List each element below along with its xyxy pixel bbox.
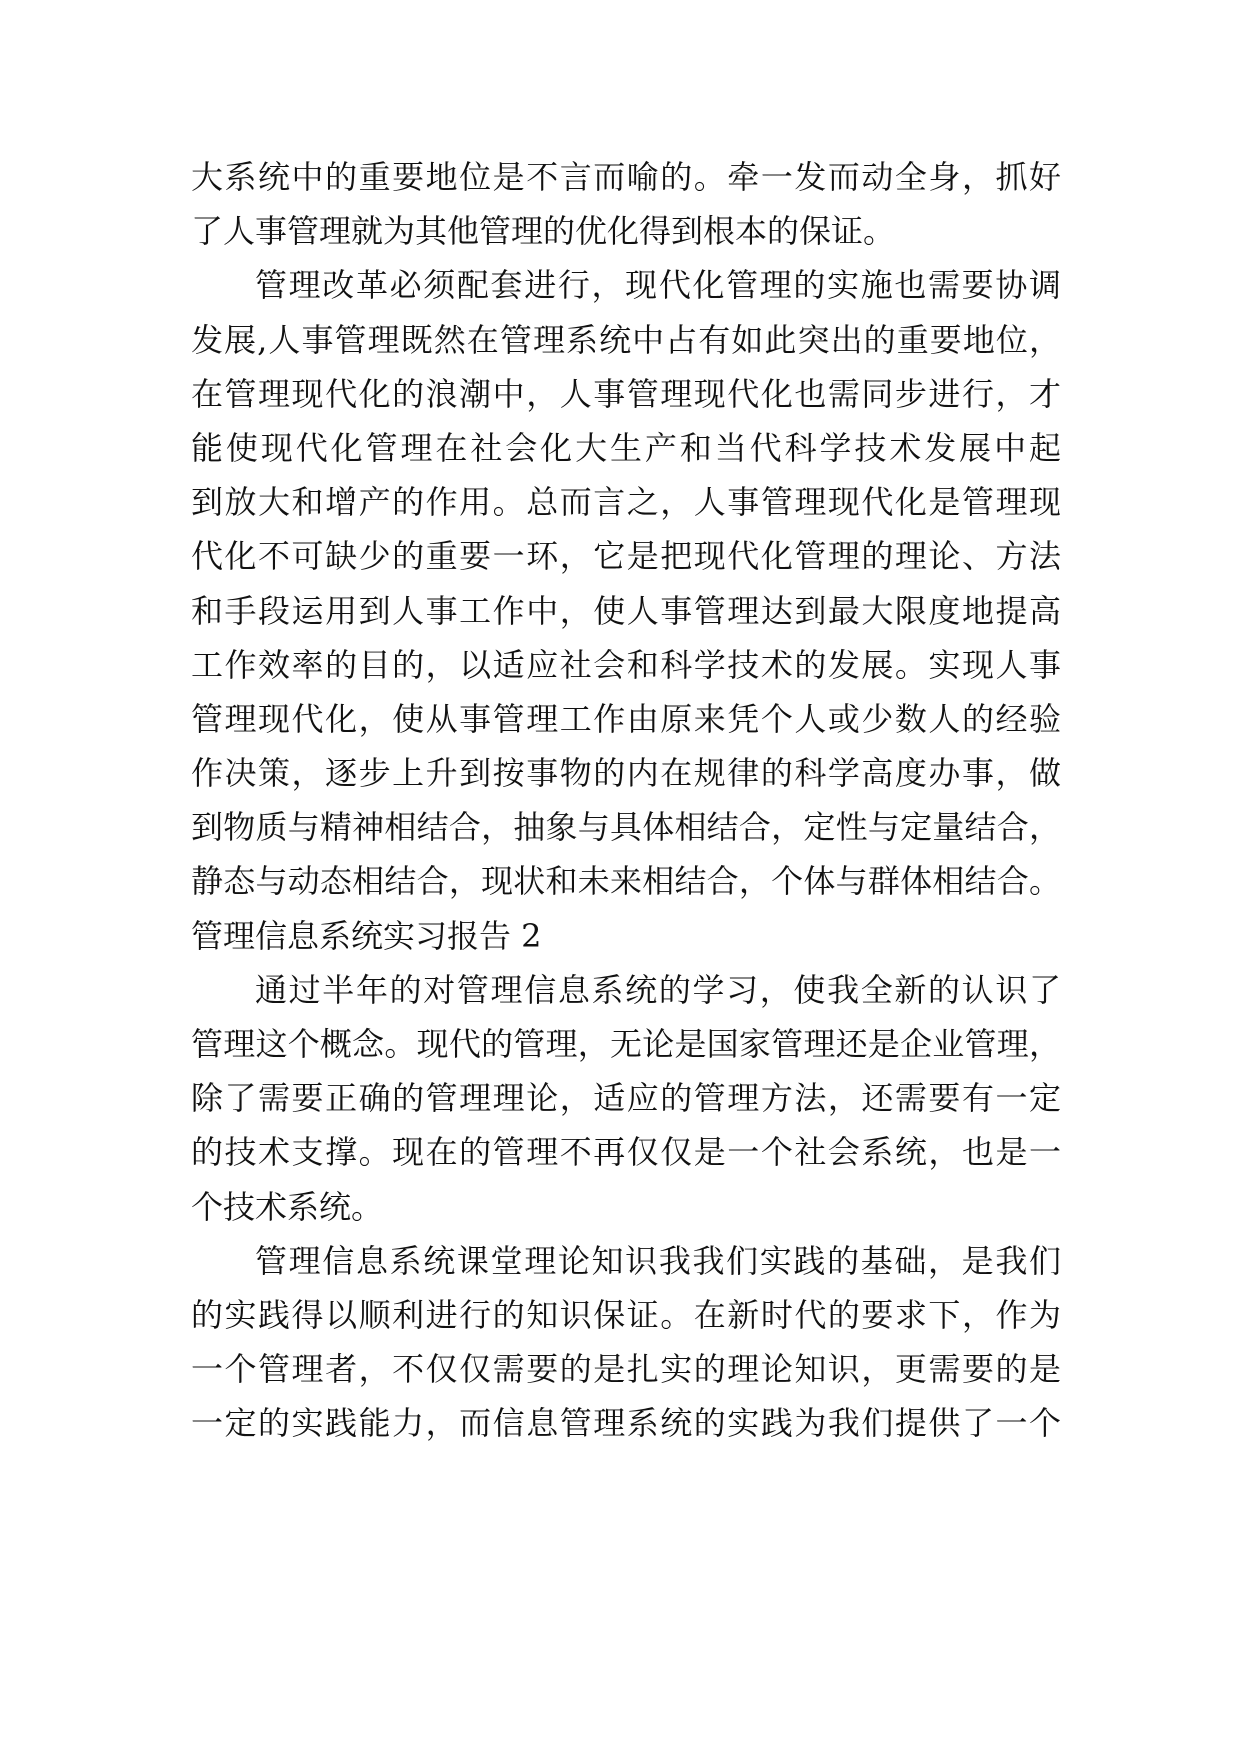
text-line: 管理现代化，使从事管理工作由原来凭个人或少数人的经验 <box>191 699 1061 738</box>
text-line: 发展,人事管理既然在管理系统中占有如此突出的重要地位， <box>191 320 1061 359</box>
text-line: 的技术支撑。现在的管理不再仅仅是一个社会系统，也是一 <box>191 1133 1061 1172</box>
section-heading: 管理信息系统实习报告 2 <box>191 916 542 955</box>
text-line: 了人事管理就为其他管理的优化得到根本的保证。 <box>191 212 896 251</box>
text-line: 管理这个概念。现代的管理，无论是国家管理还是企业管理， <box>191 1025 1061 1063</box>
text-line: 能使现代化管理在社会化大生产和当代科学技术发展中起 <box>191 428 1061 467</box>
text-line: 和手段运用到人事工作中，使人事管理达到最大限度地提高 <box>191 591 1061 630</box>
text-line: 个技术系统。 <box>191 1187 384 1226</box>
text-line: 除了需要正确的管理理论，适应的管理方法，还需要有一定 <box>191 1079 1061 1118</box>
document-body <box>191 150 1061 1451</box>
text-line: 的实践得以顺利进行的知识保证。在新时代的要求下，作为 <box>191 1295 1061 1334</box>
text-line: 管理改革必须配套进行，现代化管理的实施也需要协调 <box>255 266 1061 305</box>
text-line: 代化不可缺少的重要一环，它是把现代化管理的理论、方法 <box>191 537 1061 576</box>
text-line: 一个管理者，不仅仅需要的是扎实的理论知识，更需要的是 <box>191 1350 1061 1389</box>
text-line: 到物质与精神相结合，抽象与具体相结合，定性与定量结合， <box>191 808 1061 847</box>
text-line: 静态与动态相结合，现状和未来相结合，个体与群体相结合。 <box>191 862 1061 901</box>
text-line: 到放大和增产的作用。总而言之，人事管理现代化是管理现 <box>191 483 1061 522</box>
text-line: 作决策，逐步上升到按事物的内在规律的科学高度办事，做 <box>191 754 1061 793</box>
text-line: 一定的实践能力，而信息管理系统的实践为我们提供了一个 <box>191 1404 1061 1443</box>
text-line: 大系统中的重要地位是不言而喻的。牵一发而动全身，抓好 <box>191 158 1061 196</box>
text-line: 工作效率的目的，以适应社会和科学技术的发展。实现人事 <box>191 645 1061 684</box>
text-line: 通过半年的对管理信息系统的学习，使我全新的认识了 <box>255 970 1061 1009</box>
text-line: 在管理现代化的浪潮中，人事管理现代化也需同步进行，才 <box>191 374 1061 413</box>
text-line: 管理信息系统课堂理论知识我我们实践的基础，是我们 <box>255 1241 1061 1280</box>
